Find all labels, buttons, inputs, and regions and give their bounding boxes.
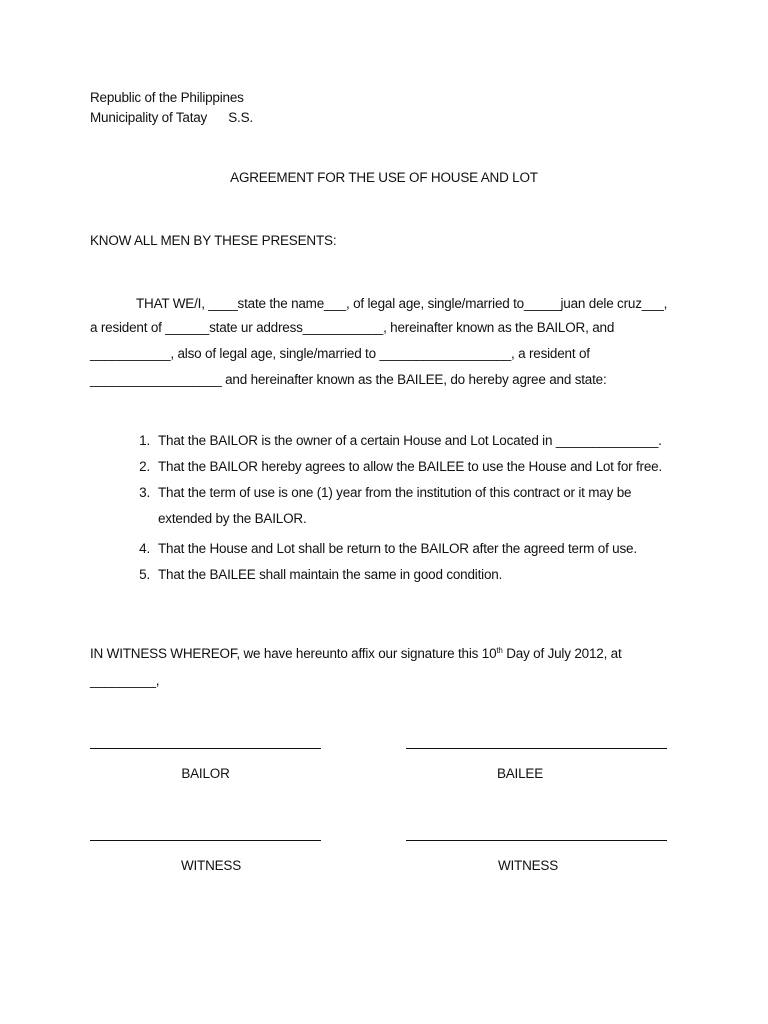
ordinal-suffix: th [496,646,503,655]
bailee-label: BAILEE [496,766,544,781]
list-item [136,566,696,592]
witness-right-signature-line [406,840,667,841]
preamble-line-4: __________________ and hereinafter known as the BAILEE, do hereby agree and state: [90,372,607,387]
witness-clause-text: IN WITNESS WHEREOF, we have hereunto affix our signature this 10 [90,646,497,661]
clause-text-continued: extended by the BAILOR. [158,511,307,526]
clause-number: 2. [139,459,150,474]
witness-right-label: WITNESS [497,858,559,873]
preamble-line-1: THAT WE/I, ____state the name___, of legal age, single/married to_____juan dele cruz___, [136,296,668,311]
clause-text: That the term of use is one (1) year from the institution of this contract or it may be [158,485,632,500]
clause-number: 4. [139,541,150,556]
header-republic: Republic of the Philippines [90,90,244,105]
know-all-men: KNOW ALL MEN BY THESE PRESENTS: [90,233,337,248]
header-municipality [90,109,253,127]
preamble-line-2: a resident of ______state ur address___________, hereinafter known as the BAILOR, and [90,320,615,335]
ss-marker: S.S. [228,110,253,125]
witness-place-blank: _________, [90,673,160,688]
bailor-signature-line [90,748,321,749]
witness-clause [90,645,622,663]
clause-number: 5. [139,567,150,582]
list-item [136,540,696,566]
witness-left-signature-line [90,840,321,841]
preamble-line-3: ___________, also of legal age, single/married to __________________, a resident of [90,346,590,361]
document-title: AGREEMENT FOR THE USE OF HOUSE AND LOT [230,170,538,185]
bailee-signature-line [406,748,667,749]
clause-number: 3. [139,485,150,500]
list-item [136,458,696,484]
clause-text: That the House and Lot shall be return to the BAILOR after the agreed term of use. [158,541,637,556]
clause-text: That the BAILOR is the owner of a certain House and Lot Located in ______________. [158,433,662,448]
clause-text: That the BAILOR hereby agrees to allow the BAILEE to use the House and Lot for free. [158,459,663,474]
clause-text: That the BAILEE shall maintain the same in good condition. [158,567,503,582]
clauses-list [136,432,696,592]
list-item [136,432,696,458]
bailor-label: BAILOR [181,766,230,781]
witness-clause-date: Day of July 2012, at [502,646,622,661]
clause-number: 1. [139,433,150,448]
municipality-text: Municipality of Tatay [90,110,208,125]
list-item [136,484,696,540]
witness-left-label: WITNESS [180,858,242,873]
